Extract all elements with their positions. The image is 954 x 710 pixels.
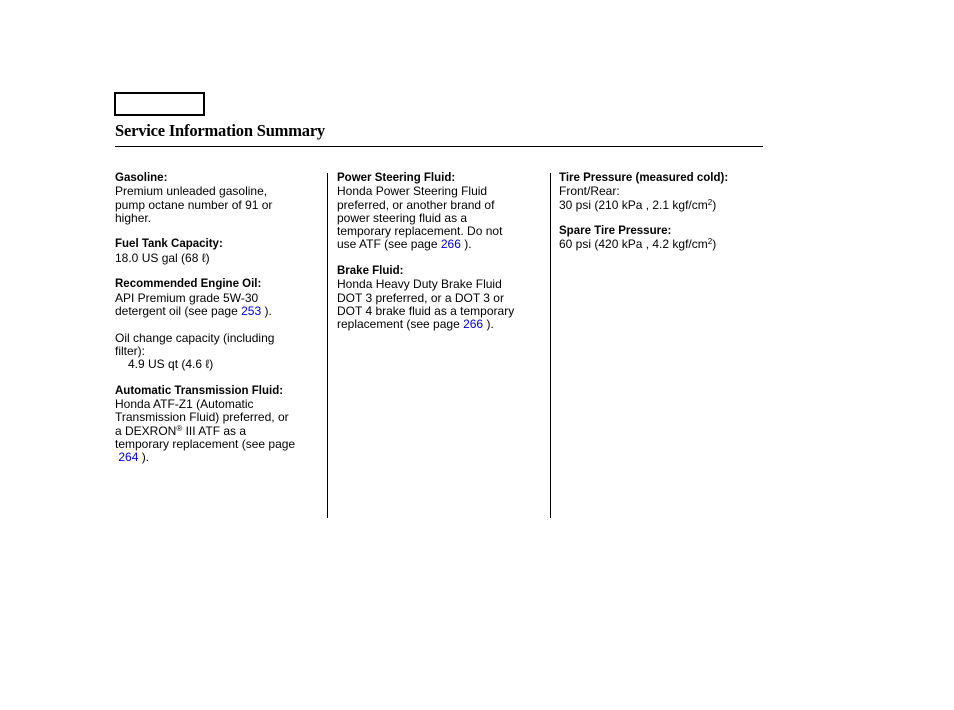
atf-page-link[interactable]: 264	[118, 450, 139, 465]
engine-oil-page-link[interactable]: 253	[241, 303, 262, 318]
atf-line	[115, 451, 323, 464]
brake-fluid-line: Honda Heavy Duty Brake Fluid	[337, 277, 502, 292]
spare-tire-value	[559, 238, 759, 251]
spare-tire-text: )	[712, 237, 717, 252]
brake-fluid-section	[337, 265, 545, 331]
registered-mark: ®	[176, 423, 183, 433]
column-left	[115, 172, 323, 478]
engine-oil-label: Recommended Engine Oil:	[115, 278, 262, 291]
atf-line: Honda ATF-Z1 (Automatic	[115, 397, 254, 412]
power-steering-label: Power Steering Fluid:	[337, 172, 456, 184]
spare-tire-label: Spare Tire Pressure:	[559, 225, 672, 238]
atf-text: ).	[138, 450, 150, 465]
superscript: 2	[707, 197, 713, 207]
tire-pressure-label: Tire Pressure (measured cold):	[559, 172, 729, 184]
atf-line: temporary replacement (see page	[115, 436, 296, 451]
brake-fluid-line: DOT 3 preferred, or a DOT 3 or	[337, 290, 504, 305]
fuel-tank-section	[115, 238, 323, 265]
spare-tire-text: 60 psi (420 kPa , 4.2 kgf/cm	[559, 237, 708, 252]
gasoline-section	[115, 172, 323, 225]
power-steering-line: preferred, or another brand of	[337, 197, 495, 212]
tire-pressure-section	[559, 172, 759, 212]
atf-section	[115, 385, 323, 465]
brake-fluid-text: replacement (see page	[337, 317, 464, 332]
superscript: 2	[707, 237, 713, 247]
column-divider-1	[327, 173, 328, 518]
power-steering-line	[337, 238, 545, 251]
power-steering-line: temporary replacement. Do not	[337, 224, 503, 239]
gasoline-line: Premium unleaded gasoline,	[115, 184, 268, 199]
oil-change-line: Oil change capacity (including	[115, 330, 275, 345]
tire-pressure-line: Front/Rear:	[559, 184, 620, 199]
atf-line	[115, 425, 323, 438]
page-title: Service Information Summary	[115, 121, 325, 140]
section-tab-box	[114, 92, 205, 116]
atf-line: Transmission Fluid) preferred, or	[115, 410, 289, 425]
power-steering-page-link[interactable]: 266	[440, 237, 461, 252]
fuel-tank-value: 18.0 US gal (68 ℓ)	[115, 250, 210, 265]
engine-oil-line: API Premium grade 5W-30	[115, 290, 259, 305]
atf-label: Automatic Transmission Fluid:	[115, 384, 284, 397]
power-steering-line: Honda Power Steering Fluid	[337, 184, 488, 199]
title-divider	[115, 146, 763, 147]
engine-oil-text: ).	[261, 303, 272, 318]
column-divider-2	[550, 173, 551, 518]
spare-tire-section	[559, 225, 759, 252]
power-steering-line: power steering fluid as a	[337, 210, 468, 225]
tire-pressure-text: 30 psi (210 kPa , 2.1 kgf/cm	[559, 197, 708, 212]
atf-text: a DEXRON	[115, 423, 177, 438]
engine-oil-text: detergent oil (see page	[115, 303, 242, 318]
fuel-tank-label: Fuel Tank Capacity:	[115, 238, 223, 251]
brake-fluid-line: DOT 4 brake fluid as a temporary	[337, 303, 515, 318]
brake-fluid-text: ).	[483, 317, 494, 332]
tire-pressure-value	[559, 199, 759, 212]
oil-change-value: 4.9 US qt (4.6 ℓ)	[128, 357, 214, 372]
power-steering-text: use ATF (see page	[337, 237, 441, 252]
atf-text: III ATF as a	[182, 423, 247, 438]
tire-pressure-text: )	[712, 197, 717, 212]
oil-change-section	[115, 332, 323, 372]
oil-change-line: filter):	[115, 343, 145, 358]
gasoline-label: Gasoline:	[115, 172, 168, 184]
brake-fluid-label: Brake Fluid:	[337, 265, 404, 278]
engine-oil-line	[115, 305, 323, 318]
column-right	[559, 172, 759, 265]
brake-fluid-line	[337, 318, 545, 331]
power-steering-section	[337, 172, 545, 252]
engine-oil-section	[115, 278, 323, 318]
power-steering-text: ).	[460, 237, 472, 252]
column-middle	[337, 172, 545, 345]
gasoline-line: pump octane number of 91 or	[115, 197, 273, 212]
gasoline-line: higher.	[115, 210, 152, 225]
brake-fluid-page-link[interactable]: 266	[463, 317, 484, 332]
